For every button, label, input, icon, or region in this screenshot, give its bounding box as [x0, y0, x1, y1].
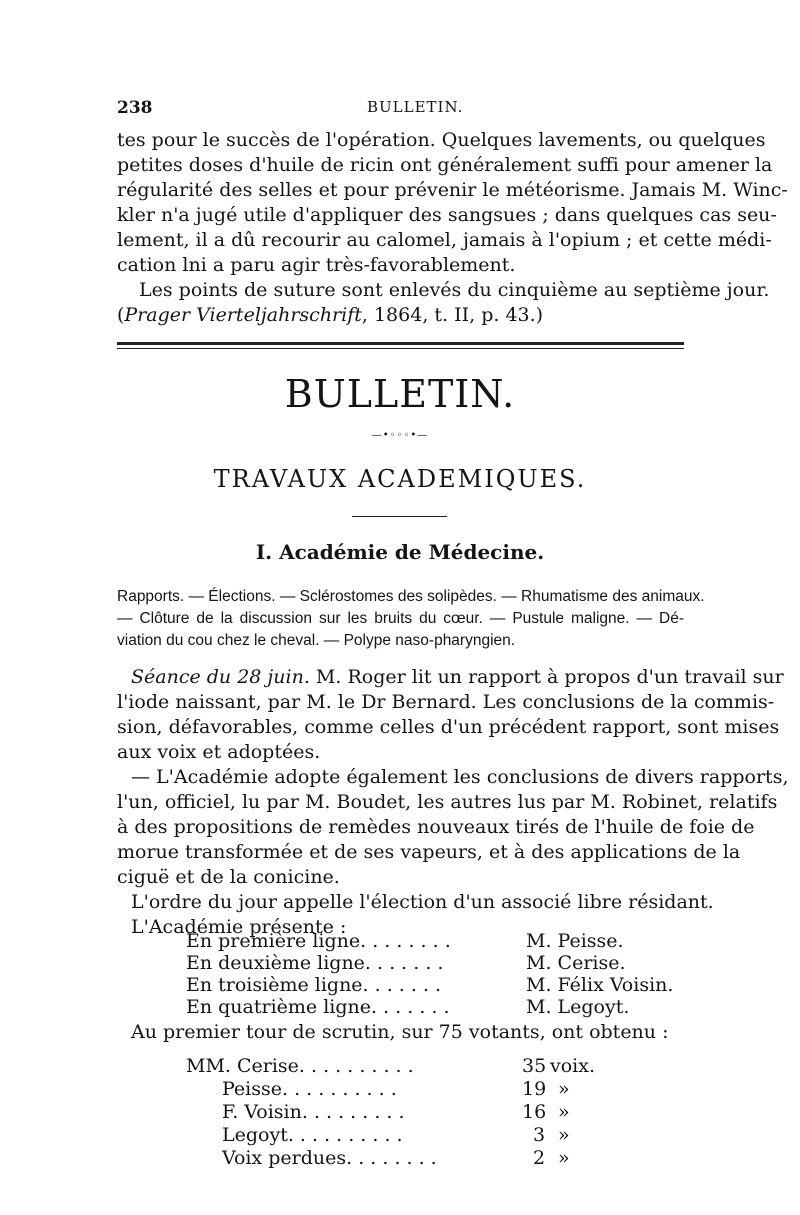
- text-line: kler n'a jugé utile d'appliquer des sangsues ; dans quelques cas seu-: [117, 204, 777, 226]
- vote-unit: »: [558, 1101, 570, 1123]
- citation-journal: Prager Vierteljahrschrift: [124, 304, 362, 326]
- double-rule-top: [117, 342, 684, 345]
- candidate-rank: En première ligne. . . . . . . .: [186, 930, 451, 952]
- page-number: 238: [117, 98, 153, 118]
- vote-intro: Au premier tour de scrutin, sur 75 votants, ont obtenu :: [131, 1021, 669, 1043]
- vote-count: 19: [522, 1078, 547, 1100]
- seance-line-0: M. Roger lit un rapport à propos d'un travail sur: [309, 666, 784, 688]
- vote-name: Voix perdues. . . . . . . .: [222, 1147, 437, 1169]
- vote-unit: »: [558, 1078, 570, 1100]
- text-line: régularité des selles et pour prévenir le météorisme. Jamais M. Winc-: [117, 179, 788, 201]
- summary-line: — Clôture de la discussion sur les bruits du cœur. — Pustule maligne. — Dé-: [117, 610, 684, 627]
- text-line: ciguë et de la conicine.: [117, 866, 340, 888]
- seance-date: Séance du 28 juin.: [131, 666, 310, 688]
- short-rule: [352, 516, 447, 517]
- candidate-name: M. Cerise.: [526, 952, 626, 974]
- double-rule-bottom: [117, 348, 684, 349]
- vote-unit: »: [558, 1147, 570, 1169]
- vote-count: 3: [533, 1124, 546, 1146]
- vote-count: 2: [533, 1147, 546, 1169]
- vote-unit: »: [558, 1124, 570, 1146]
- candidate-name: M. Peisse.: [526, 930, 624, 952]
- text-line: l'iode naissant, par M. le Dr Bernard. Les conclusions de la commis-: [117, 691, 775, 713]
- vote-count: 16: [522, 1101, 547, 1123]
- section-title: TRAVAUX ACADEMIQUES.: [213, 465, 587, 493]
- text-line: — L'Académie adopte également les conclusions de divers rapports,: [131, 766, 789, 788]
- candidate-rank: En deuxième ligne. . . . . . .: [186, 952, 444, 974]
- text-line: Les points de suture sont enlevés du cinquième au septième jour.: [139, 279, 770, 301]
- candidate-rank: En quatrième ligne. . . . . . .: [186, 996, 450, 1018]
- text-line: petites doses d'huile de ricin ont généralement suffi pour amener la: [117, 154, 773, 176]
- candidate-name: M. Legoyt.: [526, 996, 630, 1018]
- text-line: lement, il a dû recourir au calomel, jamais à l'opium ; et cette médi-: [117, 229, 772, 251]
- candidate-name: M. Félix Voisin.: [526, 974, 674, 996]
- running-title: BULLETIN.: [367, 98, 464, 116]
- subsection-title: I. Académie de Médecine.: [255, 540, 545, 564]
- text-line: morue transformée et de ses vapeurs, et à des applications de la: [117, 841, 741, 863]
- text-line: sion, défavorables, comme celles d'un précédent rapport, sont mises: [117, 716, 780, 738]
- text-line: L'ordre du jour appelle l'élection d'un associé libre résidant.: [131, 891, 714, 913]
- text-line: tes pour le succès de l'opération. Quelques lavements, ou quelques: [117, 129, 766, 151]
- summary-line: viation du cou chez le cheval. — Polype naso-pharyngien.: [117, 632, 516, 649]
- seance-first-line: [131, 665, 784, 690]
- candidate-rank: En troisième ligne. . . . . . .: [186, 974, 442, 996]
- text-line: à des propositions de remèdes nouveaux tirés de l'huile de foie de: [117, 816, 755, 838]
- bulletin-title: BULLETIN.: [284, 372, 516, 416]
- text-line: aux voix et adoptées.: [117, 741, 321, 763]
- vote-name: MM. Cerise. . . . . . . . . .: [186, 1055, 414, 1077]
- vote-name: F. Voisin. . . . . . . . .: [222, 1101, 405, 1123]
- vote-name: Peisse. . . . . . . . . .: [222, 1078, 397, 1100]
- vote-name: Legoyt. . . . . . . . . .: [222, 1124, 403, 1146]
- ornament: —•◦◦◦•—: [371, 430, 429, 441]
- citation-open: (: [117, 304, 125, 326]
- vote-unit: voix.: [550, 1055, 596, 1077]
- citation: [117, 303, 543, 328]
- text-line: l'un, officiel, lu par M. Boudet, les autres lus par M. Robinet, relatifs: [117, 791, 778, 813]
- vote-count: 35: [522, 1055, 547, 1077]
- text-line: L'Académie présente :: [131, 916, 347, 938]
- text-line: cation lni a paru agir très-favorablement.: [117, 254, 516, 276]
- citation-rest: , 1864, t. II, p. 43.): [361, 304, 544, 326]
- summary-line: Rapports. — Élections. — Sclérostomes des solipèdes. — Rhumatisme des animaux.: [117, 588, 705, 605]
